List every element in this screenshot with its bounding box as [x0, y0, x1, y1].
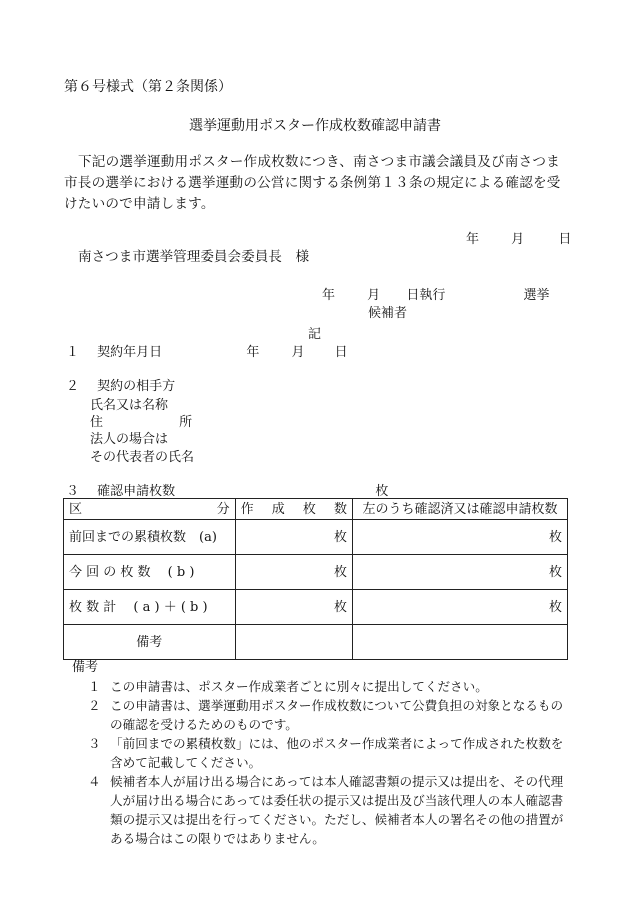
- header-confirmed: 左のうち確認済又は確認申請枚数: [353, 499, 568, 520]
- table-header-row: [64, 499, 568, 520]
- note-item: [88, 772, 566, 848]
- item1-month: 月: [291, 345, 305, 360]
- date-month: 月: [511, 232, 525, 247]
- form-title: 選挙運動用ポスター作成枚数確認申請書: [189, 118, 441, 134]
- unit-mai: 枚: [333, 564, 347, 580]
- note-item: [88, 696, 566, 734]
- item1-num: １: [66, 345, 80, 360]
- item1-year: 年: [246, 345, 260, 360]
- header-bun: 分: [216, 501, 230, 517]
- item2-num: ２: [66, 379, 80, 394]
- party-name-label: 氏名又は名称: [90, 398, 169, 413]
- ki-label: 記: [308, 327, 322, 342]
- note-text: 候補者本人が届け出る場合にあっては本人確認書類の提示又は提出を、その代理人が届け出る場合にあっては委任状の提示又は提出及び当該代理人の本人確認書類の提示又は提出を行ってください。ただし、候補者本人の署名その他の措置がある場合はこの限りではありません。: [110, 774, 564, 846]
- unit-mai: 枚: [333, 529, 347, 545]
- election-year: 年: [322, 288, 336, 303]
- header-produced: [235, 499, 352, 520]
- application-statement: 下記の選挙運動用ポスター作成枚数につき、南さつま市議会議員及び南さつま市長の選挙における選挙運動の公営に関する条例第１３条の規定による確認を受けたいので申請します。: [64, 154, 561, 212]
- election-month: 月: [367, 288, 381, 303]
- election-kind: 選挙: [523, 288, 550, 303]
- note-text: 「前回までの累積枚数」には、他のポスター作成業者によって作成された枚数を含めて記載してください。: [110, 736, 564, 770]
- row-label-total: 枚 数 計 ( a ) ＋ ( b ): [64, 590, 236, 625]
- note-number: ４: [88, 774, 101, 789]
- item-contract-date: [66, 343, 348, 362]
- header-produced-char: 作: [240, 501, 254, 517]
- row-current-confirmed[interactable]: [353, 555, 568, 590]
- date-day: 日: [558, 232, 572, 247]
- row-total-produced[interactable]: [235, 590, 352, 625]
- note-item: [88, 677, 566, 696]
- unit-mai: 枚: [548, 564, 562, 580]
- item1-day: 日: [334, 345, 348, 360]
- row-label-previous: 前回までの累積枚数 (a): [64, 520, 236, 555]
- remarks-confirmed-cell[interactable]: [353, 625, 568, 660]
- header-ku: 区: [69, 501, 83, 517]
- item-contract-party: [66, 377, 175, 396]
- header-produced-char: 数: [333, 501, 347, 517]
- election-day-exec: 日執行: [406, 288, 446, 303]
- note-number: ３: [88, 736, 101, 751]
- item3-unit: 枚: [375, 484, 389, 499]
- row-previous-produced[interactable]: [235, 520, 352, 555]
- corporation-label: 法人の場合は: [90, 432, 169, 447]
- note-item: [88, 734, 566, 772]
- item3-label: 確認申請枚数: [97, 484, 176, 499]
- table-row-remarks: [64, 625, 568, 660]
- date-year: 年: [466, 232, 480, 247]
- header-produced-char: 成: [271, 501, 285, 517]
- addressee: 南さつま市選挙管理委員会委員長 様: [78, 249, 310, 265]
- unit-mai: 枚: [333, 599, 347, 615]
- table-row: [64, 590, 568, 625]
- header-produced-char: 枚: [302, 501, 316, 517]
- address-char-b: 所: [179, 415, 193, 430]
- remarks-produced-cell[interactable]: [235, 625, 352, 660]
- unit-mai: 枚: [548, 529, 562, 545]
- unit-mai: 枚: [548, 599, 562, 615]
- table-row: [64, 520, 568, 555]
- note-text: この申請書は、ポスター作成業者ごとに別々に提出してください。: [110, 679, 488, 694]
- row-total-confirmed[interactable]: [353, 590, 568, 625]
- item1-label: 契約年月日: [97, 345, 163, 360]
- representative-label: その代表者の氏名: [90, 450, 195, 465]
- note-number: １: [88, 679, 101, 694]
- candidate-label: 候補者: [368, 306, 408, 321]
- notes-heading: 備考: [72, 660, 99, 675]
- row-label-current: 今 回 の 枚 数 ( b ): [64, 555, 236, 590]
- note-text: この申請書は、選挙運動用ポスター作成枚数について公費負担の対象となるものの確認を受けるためのものです。: [110, 698, 564, 732]
- row-label-remarks: 備考: [64, 625, 236, 660]
- form-number-header: 第６号様式（第２条関係）: [64, 79, 232, 95]
- table-row: [64, 555, 568, 590]
- election-info: [322, 286, 549, 305]
- note-number: ２: [88, 698, 101, 713]
- header-category: [64, 499, 236, 520]
- row-current-produced[interactable]: [235, 555, 352, 590]
- address-char-a: 住: [90, 415, 104, 430]
- item2-label: 契約の相手方: [97, 379, 176, 394]
- application-date: [466, 230, 571, 249]
- count-table: [63, 498, 568, 660]
- item3-num: ３: [66, 484, 80, 499]
- row-previous-confirmed[interactable]: [353, 520, 568, 555]
